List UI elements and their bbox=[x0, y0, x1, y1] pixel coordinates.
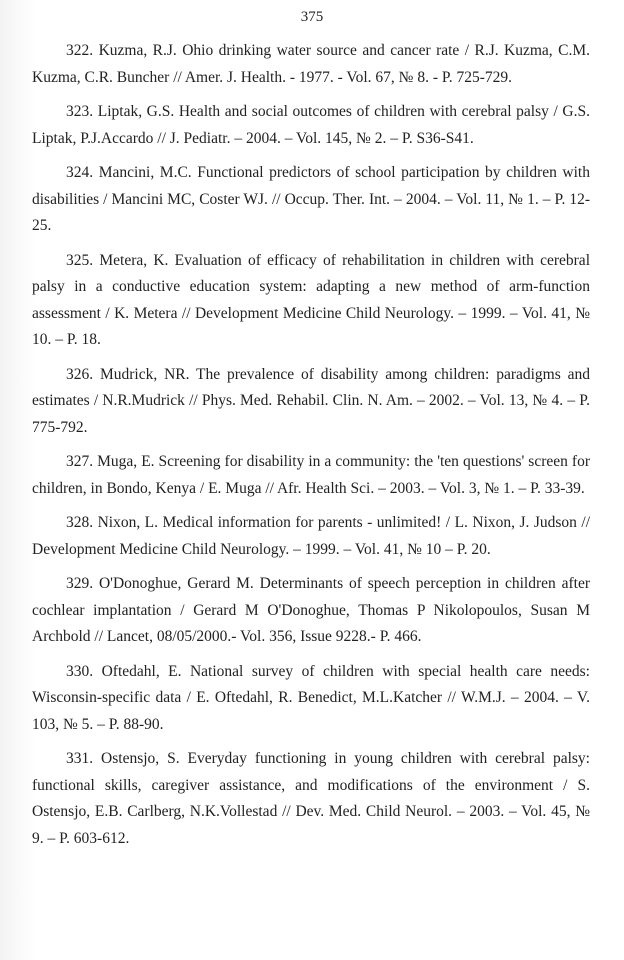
reference-item: 327. Muga, E. Screening for disability in a community: the 'ten questions' screen for children, in Bondo, Kenya / E. Muga // Afr. Health Sci. – 2003. – Vol. 3, № 1. – P. 33-39. bbox=[32, 453, 590, 497]
reference-item: 322. Kuzma, R.J. Ohio drinking water source and cancer rate / R.J. Kuzma, C.M. Kuzma, C.R. Buncher // Amer. J. Health. - 1977. - Vol. 67, № 8. - P. 725-729. bbox=[32, 42, 590, 86]
reference-item: 326. Mudrick, NR. The prevalence of disability among children: paradigms and estimates / N.R.Mudrick // Phys. Med. Rehabil. Clin. N. Am. – 2002. – Vol. 13, № 4. – P. 775-792. bbox=[32, 365, 590, 436]
page-spine-shadow bbox=[0, 0, 36, 960]
reference-item: 329. O'Donoghue, Gerard M. Determinants of speech perception in children after cochlear implantation / Gerard M O'Donoghue, Thomas P Nikolopoulos, Susan M Archbold // Lancet, 08/05/2000.- Vol. 356, Issue 9228.- P. 466. bbox=[32, 575, 590, 645]
reference-item: 331. Ostensjo, S. Everyday functioning in young children with cerebral palsy: functional skills, caregiver assistance, and modifications of the environment / S. Ostensjo, E.B. Carlberg, N.K.Vollestad // Dev. Med. Child Neurol. – 2003. – Vol. 45, № 9. – P. 603-612. bbox=[32, 750, 590, 847]
reference-item: 330. Oftedahl, E. National survey of children with special health care needs: Wisconsin-specific data / E. Oftedahl, R. Benedict, M.L.Katcher // W.M.J. – 2004. – V. 103, № 5. – P. 88-90. bbox=[32, 662, 590, 733]
page-number: 375 bbox=[300, 9, 324, 25]
reference-item: 328. Nixon, L. Medical information for parents - unlimited! / L. Nixon, J. Judson // Development Medicine Child Neurology. – 1999. – Vol. 41, № 10 – P. 20. bbox=[32, 514, 590, 558]
reference-item: 323. Liptak, G.S. Health and social outcomes of children with cerebral palsy / G.S. Liptak, P.J.Accardo // J. Pediatr. – 2004. – Vol. 145, № 2. – P. S36-S41. bbox=[32, 103, 590, 147]
reference-item: 325. Metera, K. Evaluation of efficacy of rehabilitation in children with cerebral palsy in a conductive education system: adapting a new method of arm-function assessment / K. Metera // Development Medicine Child Neurology. – 1999. – Vol. 41, № 10. – P. 18. bbox=[32, 251, 590, 348]
reference-list bbox=[32, 38, 590, 860]
reference-item: 324. Mancini, M.C. Functional predictors of school participation by children with disabilities / Mancini MC, Coster WJ. // Occup. Ther. Int. – 2004. – Vol. 11, № 1. – P. 12-25. bbox=[32, 164, 590, 234]
